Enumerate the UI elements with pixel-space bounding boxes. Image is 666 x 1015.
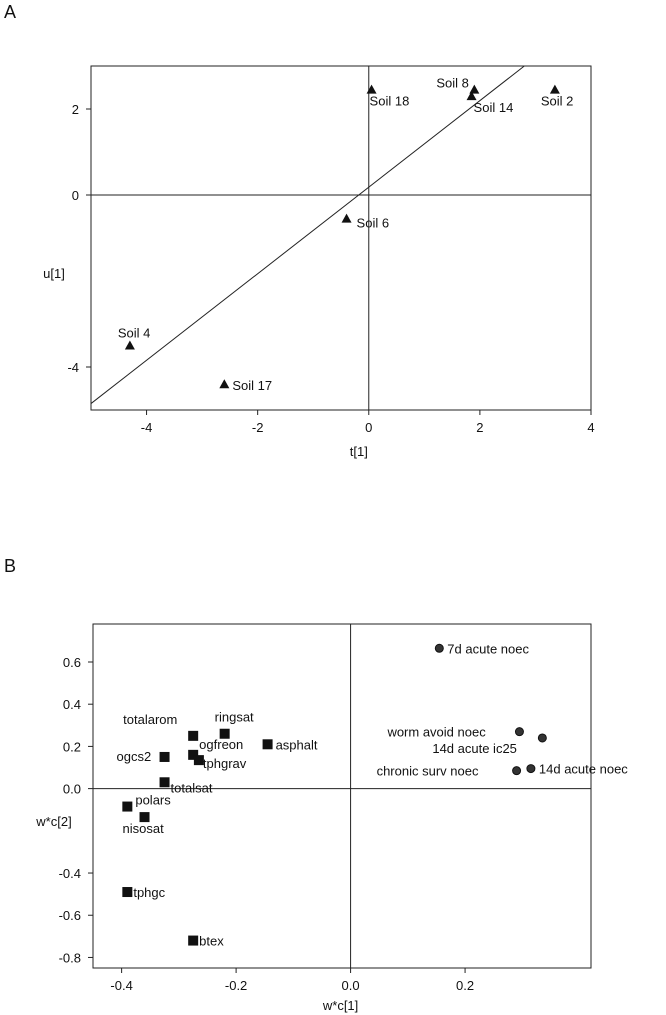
point-label: ogcs2 [116,748,152,764]
data-point-square [122,887,132,897]
data-point-triangle [342,214,352,223]
data-point-square [188,936,198,946]
data-point-triangle [367,85,377,94]
x-tick-label: -2 [251,420,264,435]
chart-a [0,0,666,470]
x-tick-label: -0.4 [110,978,133,993]
data-point-circle [515,728,523,736]
panel-letter-b: B [4,556,17,576]
y-tick-label: 0.4 [62,697,81,713]
point-label: asphalt [275,737,318,753]
x-tick-label: -0.2 [224,978,248,993]
y-tick-label: 2 [71,102,79,117]
data-point-square [188,731,198,741]
data-point-square [160,777,170,787]
point-label: tphgrav [202,756,247,772]
y-tick-label: -0.4 [58,866,81,882]
point-label: ogfreon [199,736,244,752]
panel-letter-a: A [4,2,17,22]
x-tick-label: 0.0 [341,978,360,993]
data-point-square [263,739,273,749]
point-label: Soil 14 [473,100,514,116]
x-tick-label: 4 [587,420,595,435]
point-label: totalsat [170,780,213,796]
point-label: btex [199,933,224,949]
point-label: 14d acute ic25 [432,740,517,756]
x-tick-label: 0 [365,420,373,435]
point-label: ringsat [214,709,254,725]
y-tick-label: 0.0 [62,781,81,797]
data-point-circle [513,767,521,775]
point-label: 14d acute noec [538,761,628,777]
point-label: Soil 18 [369,93,410,109]
regression-line [91,66,524,404]
x-tick-label: 0.2 [456,978,475,993]
data-point-triangle [125,341,135,350]
y-tick-label: 0.6 [62,654,81,670]
data-point-triangle [550,85,560,94]
point-label: Soil 4 [117,325,151,341]
point-label: Soil 2 [540,93,574,109]
y-tick-label: -4 [67,360,79,375]
data-point-square [122,802,132,812]
data-point-triangle [469,85,479,94]
point-label: Soil 8 [436,75,469,91]
x-tick-label: -4 [140,420,153,435]
x-axis-label: w*c[1] [322,998,359,1013]
data-point-circle [527,765,535,773]
point-label: nisosat [122,821,164,837]
point-label: Soil 6 [356,215,390,231]
point-label: polars [135,792,171,808]
point-label: totalarom [123,711,178,727]
x-axis-label: t[1] [349,444,368,459]
y-tick-label: 0.2 [62,739,81,755]
plot-frame [91,66,591,410]
y-axis-label: u[1] [43,266,65,281]
chart-b [0,558,666,1013]
y-axis-label: w*c[2] [36,814,72,829]
point-label: 7d acute noec [447,641,529,657]
y-tick-label: 0 [71,188,79,203]
x-tick-label: 2 [476,420,484,435]
data-point-circle [538,734,546,742]
data-point-circle [435,644,443,652]
point-label: chronic surv noec [376,763,479,779]
data-point-triangle [219,379,229,388]
point-label: tphgc [133,885,166,901]
point-label: Soil 17 [232,378,273,394]
data-point-square [160,752,170,762]
y-tick-label: -0.6 [58,908,81,924]
y-tick-label: -0.8 [58,950,81,966]
point-label: worm avoid noec [387,724,486,740]
